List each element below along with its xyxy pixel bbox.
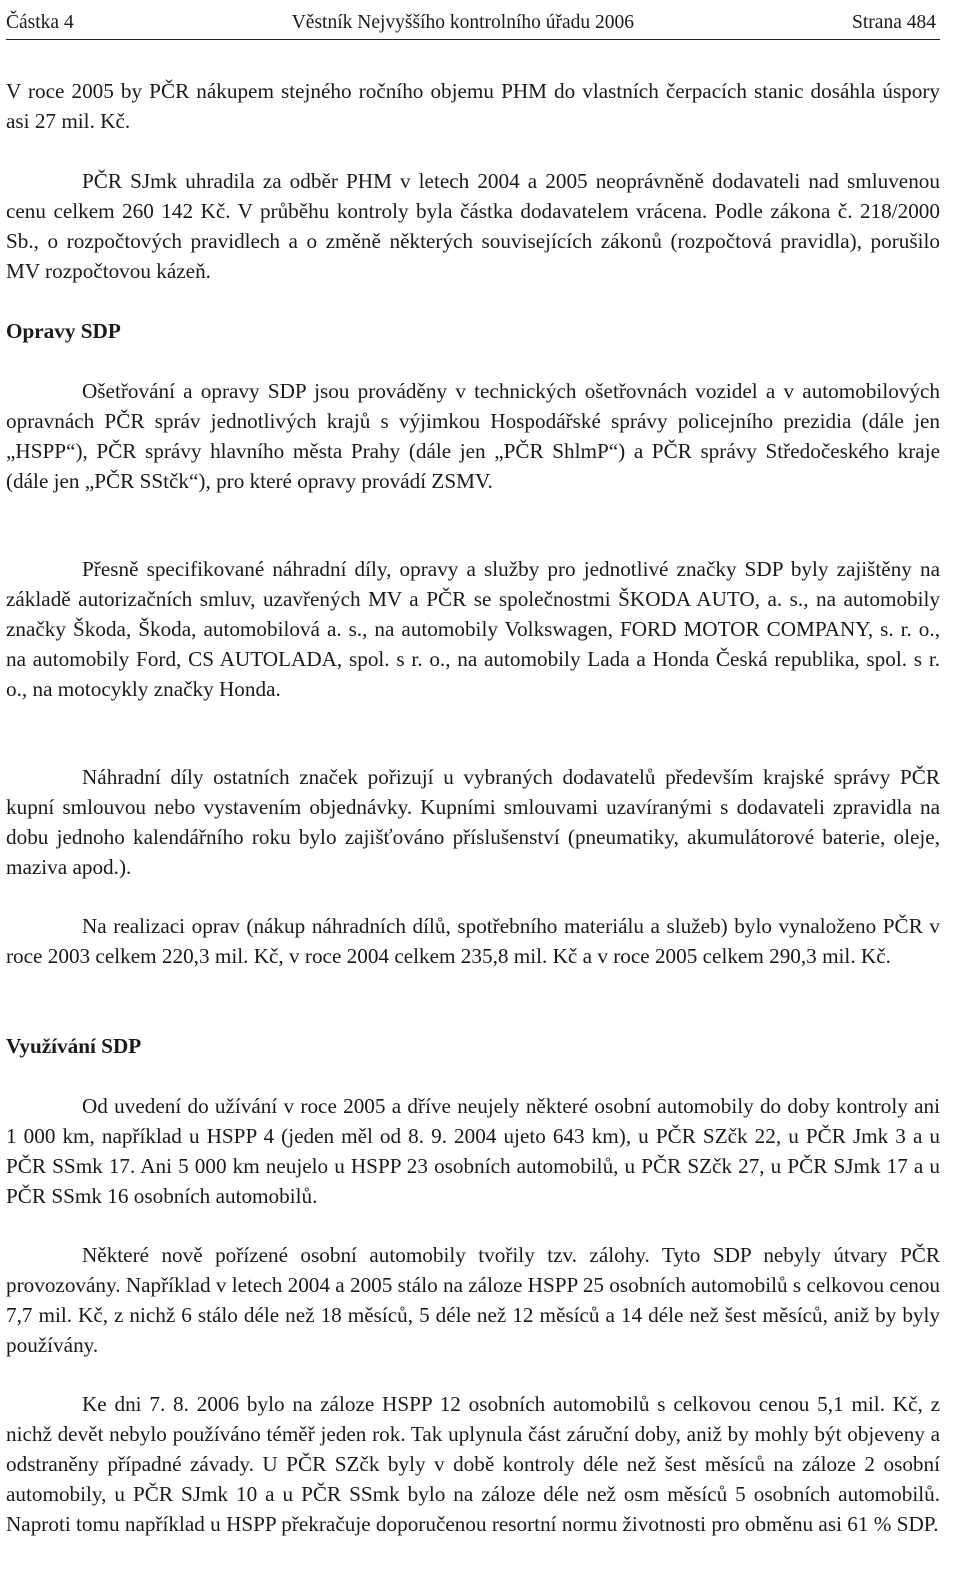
paragraph-od-uvedeni: Od uvedení do užívání v roce 2005 a dříve neujely některé osobní automobily do doby kontroly ani 1 000 km, například u HSPP 4 (jeden měl od 8. 9. 2004 ujeto 643 km), u PČR SZčk 22, u PČR Jmk 3 a u PČR SSmk 17. Ani 5 000 km neujelo u HSPP 23 osobních automobilů, u PČR SZčk 27, u PČR SJmk 17 a u PČR SSmk 16 osobních automobilů. — [6, 1094, 940, 1208]
paragraph-sjmk-overpayment: PČR SJmk uhradila za odběr PHM v letech 2004 a 2005 neoprávněně dodavateli nad smluvenou cenu celkem 260 142 Kč. V průběhu kontroly byla částka dodavatelem vrácena. Podle zákona č. 218/2000 Sb., o rozpočtových pravidlech a o změně některých souvisejících zákonů (rozpočtová pravidla), porušilo MV rozpočtovou kázeň. — [6, 169, 940, 283]
header-journal-title: Věstník Nejvyššího kontrolního úřadu 2006 — [291, 12, 635, 33]
running-header — [6, 0, 940, 40]
paragraph-osetrovani: Ošetřování a opravy SDP jsou prováděny v technických ošetřovnách vozidel a v automobilových opravnách PČR správ jednotlivých krajů s výjimkou Hospodářské správy policejního prezidia (dále jen „HSPP“), PČR správy hlavního města Prahy (dále jen „PČR ShlmP“) a PČR správy Středočeského kraje (dále jen „PČR SStčk“), pro které opravy provádí ZSMV. — [6, 379, 940, 493]
section-heading-opravy: Opravy SDP — [6, 319, 121, 343]
paragraph-nahradni-dily: Náhradní díly ostatních značek pořizují u vybraných dodavatelů především krajské správy PČR kupní smlouvou nebo vystavením objednávky. Kupními smlouvami uzavíranými s dodavateli zpravidla na dobu jednoho kalendářního roku bylo zajišťováno příslušenství (pneumatiky, akumulátorové baterie, oleje, maziva apod.). — [6, 765, 940, 879]
paragraph-nektere-automobily: Některé nově pořízené osobní automobily tvořily tzv. zálohy. Tyto SDP nebyly útvary PČR provozovány. Například v letech 2004 a 2005 stálo na záloze HSPP 25 osobních automobilů s celkovou cenou 7,7 mil. Kč, z nichž 6 stálo déle než 18 měsíců, 5 déle než 12 měsíců a 14 déle než šest měsíců, aniž by byly používány. — [6, 1243, 941, 1357]
paragraph-realizace-oprav: Na realizaci oprav (nákup náhradních dílů, spotřebního materiálu a služeb) bylo vynaloženo PČR v roce 2003 celkem 220,3 mil. Kč, v roce 2004 celkem 235,8 mil. Kč a v roce 2005 celkem 290,3 mil. Kč. — [6, 914, 940, 968]
document-page — [6, 0, 941, 1536]
paragraph-presne-specifikovane: Přesně specifikované náhradní díly, opravy a služby pro jednotlivé značky SDP byly zajištěny na základě autorizačních smluv, uzavřených MV a PČR se společnostmi ŠKODA AUTO, a. s., na automobily značky Škoda, Škoda, automobilová a. s., na automobily Volkswagen, FORD MOTOR COMPANY, s. r. o., na automobily Ford, CS AUTOLADA, spol. s r. o., na automobily Lada a Honda Česká republika, spol. s r. o., na motocykly značky Honda. — [6, 557, 940, 701]
section-heading-vyuzivani: Využívání SDP — [6, 1034, 142, 1058]
paragraph-intro: V roce 2005 by PČR nákupem stejného ročního objemu PHM do vlastních čerpacích stanic dosáhla úspory asi 27 mil. Kč. — [6, 79, 940, 133]
header-issue: Částka 4 — [6, 12, 74, 33]
paragraph-ke-dni: Ke dni 7. 8. 2006 bylo na záloze HSPP 12 osobních automobilů s celkovou cenou 5,1 mil. Kč, z nichž devět nebylo používáno téměř jeden rok. Tak uplynula část záruční doby, aniž by mohly být objeveny a odstraněny případné závady. U PČR SZčk byly v době kontroly déle než šest měsíců na záloze 2 osobní automobily, u PČR SJmk 10 a u PČR SSmk bylo na záloze déle než osm měsíců 5 osobních automobilů. Naproti tomu například u HSPP překračuje doporučenou resortní normu životnosti pro obměnu asi 61 % SDP. — [6, 1392, 940, 1536]
header-page-number: Strana 484 — [852, 12, 936, 33]
